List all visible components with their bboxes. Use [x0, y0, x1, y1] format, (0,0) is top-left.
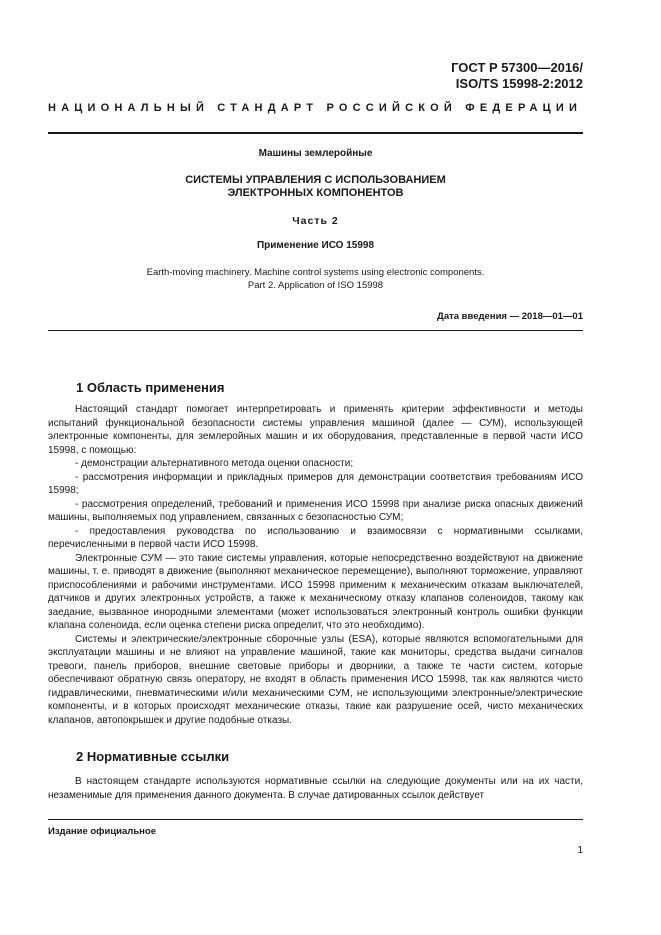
national-standard-banner: НАЦИОНАЛЬНЫЙ СТАНДАРТ РОССИЙСКОЙ ФЕДЕРАЦИИ: [48, 102, 583, 114]
standard-number: ГОСТ Р 57300—2016/: [451, 60, 583, 75]
title-line-1: СИСТЕМЫ УПРАВЛЕНИЯ С ИСПОЛЬЗОВАНИЕМ: [185, 174, 446, 186]
document-title: [48, 174, 583, 200]
document-subtitle: Применение ИСО 15998: [256, 240, 375, 251]
page-number: 1: [577, 845, 583, 856]
part-label: Часть 2: [292, 215, 339, 227]
list-item: - рассмотрения определений, требований и применения ИСО 15998 при анализе риска опасных движений машины, выполняемых под управлением, связанных с безопасностью СУМ;: [48, 498, 583, 523]
title-line-2: ЭЛЕКТРОННЫХ КОМПОНЕНТОВ: [227, 187, 404, 199]
paragraph: Электронные СУМ — это такие системы управления, которые непосредственно воздействуют на движение машины, т. е. приводят в движение (выполняют механическое перемещение), выполняют торможение, управляют приспособлениями и рабочими инструментами. ИСО 15998 применим к механическим отказам выключателей, датчиков и других электронных устройств, а также к механическому отказу клапанов соленоидов, такому как заедание, вызванное инородными элементами (может использоваться электронный контроль ошибки функции клапана соленоида, если оценка степени риска определит, что это необходимо).: [48, 552, 583, 631]
list-item: - рассмотрения информации и прикладных примеров для демонстрации соответствия требованиям ИСО 15998;: [48, 471, 583, 496]
paragraph: Системы и электрические/электронные сборочные узлы (ESA), которые являются вспомогательными для эксплуатации машины и не влияют на управление машиной, такие как мониторы, средства выдачи сигналов тревоги, панель приборов, внешние световые приборы и дворники, а также те части систем, которые обеспечивают обратную связь оператору, не входят в область применения ИСО 15998, так как являются чисто гидравлическими, пневматическими и/или механическими СУМ, не использующими электронные/электрические компоненты, и в которых происходят механические отказы, такие как разрушение осей, чисто механических клапанов, автопокрышек и другие подобные отказы.: [48, 633, 583, 726]
english-title: [48, 266, 583, 292]
section-2-body: [48, 775, 583, 802]
paragraph: Настоящий стандарт помогает интерпретировать и применять критерии эффективности и методы испытаний функциональной безопасности системы управления машиной (далее — СУМ), использующей электронные компоненты, для землеройных машин и их оборудования, представленные в первой части ИСО 15998, с помощью:: [48, 404, 583, 456]
section-1-heading: 1 Область применения: [76, 380, 225, 395]
english-title-line-1: Earth-moving machinery. Machine control systems using electronic components.: [146, 267, 485, 278]
section-2-heading: 2 Нормативные ссылки: [76, 749, 230, 764]
standard-designation: [451, 60, 583, 92]
section-1-body: [48, 403, 583, 727]
english-title-line-2: Part 2. Application of ISO 15998: [247, 280, 384, 291]
list-item: - демонстрации альтернативного метода оценки опасности;: [75, 458, 354, 469]
edition-label: Издание официальное: [48, 826, 156, 837]
footer-rule: [48, 819, 583, 820]
introduction-date: Дата введения — 2018—01—01: [437, 311, 583, 322]
document-category: Машины землеройные: [258, 148, 373, 159]
list-item: - предоставления руководства по использованию и взаимосвязи с нормативными ссылками, перечисленными в первой части ИСО 15998.: [48, 525, 583, 550]
paragraph: В настоящем стандарте используются нормативные ссылки на следующие документы или на их части, незаменимые для применения данного документа. В случае датированных ссылок действует: [48, 776, 583, 801]
iso-number: ISO/TS 15998-2:2012: [455, 76, 583, 91]
header-rule: [48, 132, 583, 134]
title-rule: [48, 330, 583, 331]
